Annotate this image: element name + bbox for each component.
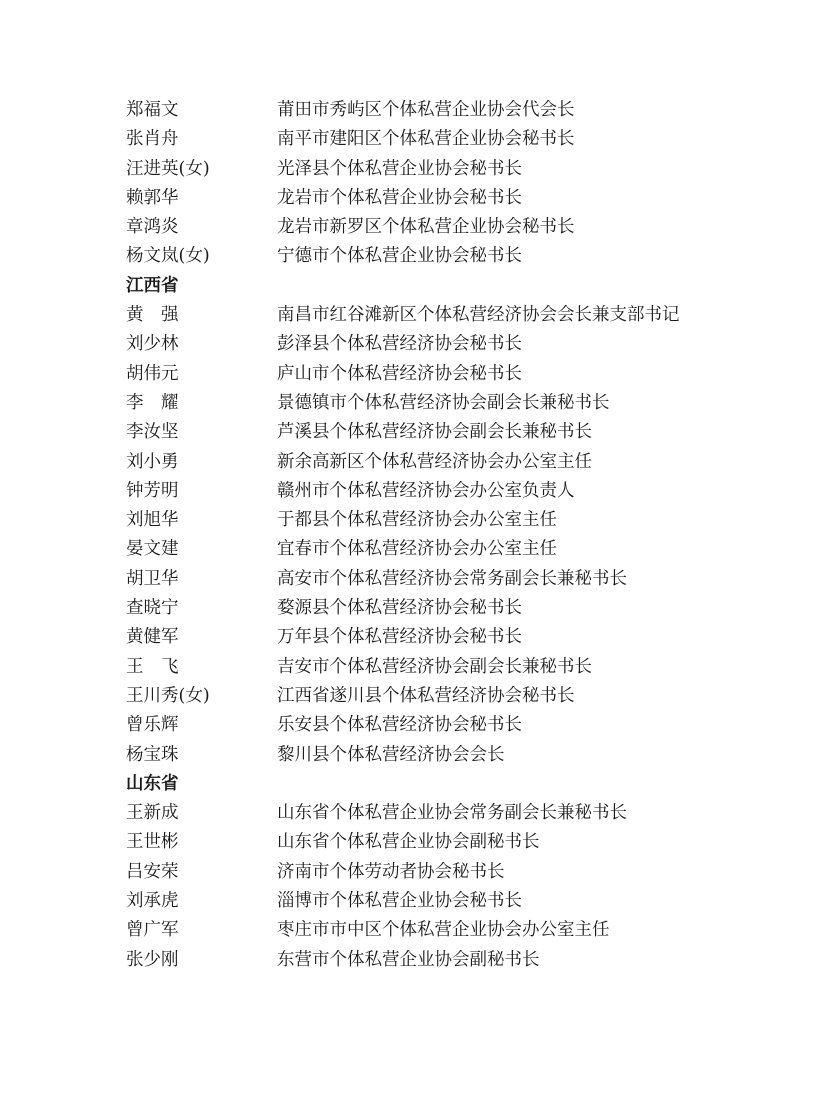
person-title: 于都县个体私营经济协会办公室主任 [277, 510, 557, 531]
person-name: 汪进英(女) [126, 158, 210, 179]
person-name: 钟芳明 [126, 480, 179, 501]
list-item [0, 242, 816, 271]
list-item [0, 741, 816, 770]
list-item [0, 389, 816, 418]
person-title: 婺源县个体私营经济协会秘书长 [277, 598, 522, 619]
person-title: 枣庄市市中区个体私营企业协会办公室主任 [277, 920, 610, 941]
person-name: 张少刚 [126, 949, 179, 970]
list-item [0, 96, 816, 125]
person-name: 胡伟元 [126, 363, 179, 384]
person-name: 黄 强 [126, 305, 179, 326]
list-item [0, 682, 816, 711]
person-title: 莆田市秀屿区个体私营企业协会代会长 [277, 100, 575, 120]
person-name: 王世彬 [126, 832, 179, 853]
list-item [0, 623, 816, 652]
person-title: 南昌市红谷滩新区个体私营经济协会会长兼支部书记 [277, 305, 680, 326]
person-title: 南平市建阳区个体私营企业协会秘书长 [277, 129, 575, 150]
person-title: 江西省遂川县个体私营经济协会秘书长 [277, 685, 575, 706]
province-name: 江西省 [126, 275, 179, 296]
person-title: 济南市个体劳动者协会秘书长 [277, 861, 505, 882]
list-item [0, 448, 816, 477]
person-name: 王新成 [126, 803, 179, 824]
province-heading [0, 272, 816, 301]
person-name: 晏文建 [126, 539, 179, 560]
person-title: 吉安市个体私营经济协会副会长兼秘书长 [277, 656, 592, 677]
person-name: 王川秀(女) [126, 685, 210, 706]
person-name: 查晓宁 [126, 598, 179, 619]
list-item [0, 213, 816, 242]
person-title: 东营市个体私营企业协会副秘书长 [277, 949, 540, 970]
person-title: 乐安县个体私营经济协会秘书长 [277, 715, 522, 736]
person-title: 景德镇市个体私营经济协会副会长兼秘书长 [277, 392, 610, 413]
person-name: 胡卫华 [126, 568, 179, 589]
person-name: 吕安荣 [126, 861, 179, 882]
person-name: 张肖舟 [126, 129, 179, 150]
list-item [0, 155, 816, 184]
person-title: 彭泽县个体私营经济协会秘书长 [277, 334, 522, 355]
list-item [0, 594, 816, 623]
person-name: 刘少林 [126, 334, 179, 355]
list-item [0, 946, 816, 975]
list-item [0, 330, 816, 359]
person-title: 新余高新区个体私营经济协会办公室主任 [277, 451, 592, 472]
list-item [0, 799, 816, 828]
person-title: 淄博市个体私营企业协会秘书长 [277, 891, 522, 912]
list-item [0, 301, 816, 330]
person-name: 郑福文 [126, 100, 179, 120]
person-name: 刘小勇 [126, 451, 179, 472]
list-item [0, 916, 816, 945]
person-title: 光泽县个体私营企业协会秘书长 [277, 158, 522, 179]
person-name: 赖郭华 [126, 187, 179, 208]
person-title: 黎川县个体私营经济协会会长 [277, 744, 505, 765]
person-name: 刘旭华 [126, 510, 179, 531]
list-item [0, 360, 816, 389]
list-item [0, 535, 816, 564]
list-item [0, 828, 816, 857]
person-title: 高安市个体私营经济协会常务副会长兼秘书长 [277, 568, 627, 589]
person-title: 宁德市个体私营企业协会秘书长 [277, 246, 522, 267]
person-title: 龙岩市个体私营企业协会秘书长 [277, 187, 522, 208]
list-item [0, 565, 816, 594]
person-title: 赣州市个体私营经济协会办公室负责人 [277, 480, 575, 501]
person-name: 黄健军 [126, 627, 179, 648]
list-item [0, 184, 816, 213]
person-name: 王 飞 [126, 656, 179, 677]
person-title: 芦溪县个体私营经济协会副会长兼秘书长 [277, 422, 592, 443]
list-item [0, 506, 816, 535]
list-item [0, 125, 816, 154]
person-name: 李汝坚 [126, 422, 179, 443]
person-name: 曾广军 [126, 920, 179, 941]
list-item [0, 653, 816, 682]
name-list-page [0, 96, 816, 975]
province-name: 山东省 [126, 773, 179, 794]
list-item [0, 711, 816, 740]
person-title: 山东省个体私营企业协会常务副会长兼秘书长 [277, 803, 627, 824]
person-name: 章鸿炎 [126, 217, 179, 238]
list-item [0, 887, 816, 916]
person-name: 杨宝珠 [126, 744, 179, 765]
person-title: 山东省个体私营企业协会副秘书长 [277, 832, 540, 853]
person-title: 宜春市个体私营经济协会办公室主任 [277, 539, 557, 560]
person-title: 万年县个体私营经济协会秘书长 [277, 627, 522, 648]
person-name: 曾乐辉 [126, 715, 179, 736]
person-title: 龙岩市新罗区个体私营企业协会秘书长 [277, 217, 575, 238]
person-name: 杨文岚(女) [126, 246, 210, 267]
list-item [0, 477, 816, 506]
list-item [0, 858, 816, 887]
person-name: 李 耀 [126, 392, 179, 413]
person-title: 庐山市个体私营经济协会秘书长 [277, 363, 522, 384]
person-name: 刘承虎 [126, 891, 179, 912]
list-item [0, 418, 816, 447]
province-heading [0, 770, 816, 799]
